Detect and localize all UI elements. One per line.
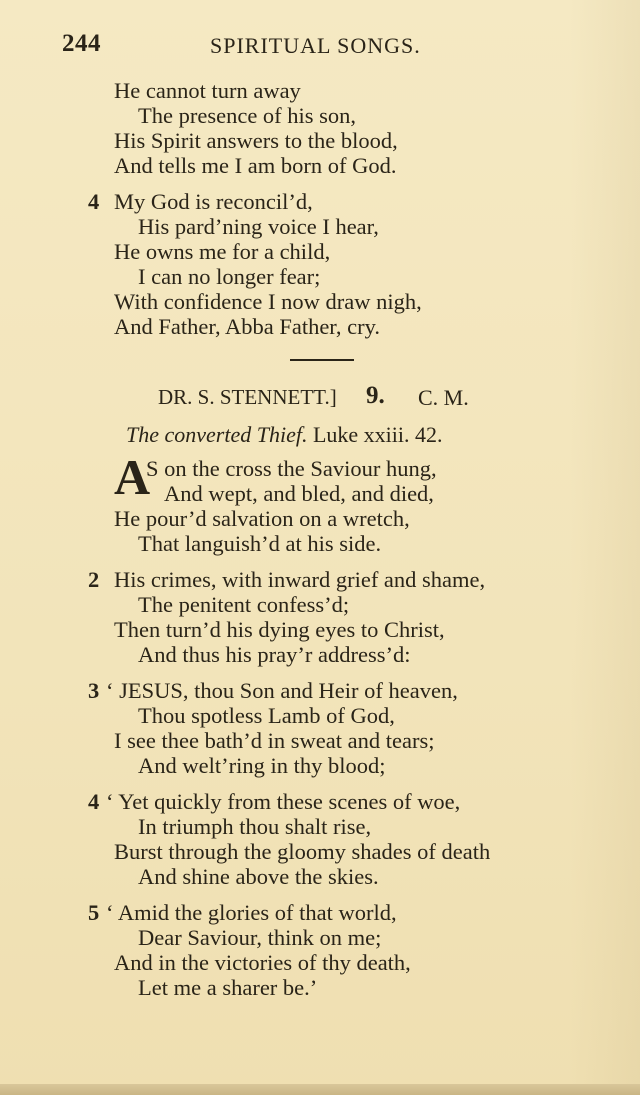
- section-divider: [290, 359, 354, 361]
- verse-line: Burst through the gloomy shades of death: [114, 839, 491, 864]
- verse-line: He pour’d salvation on a wretch,: [114, 506, 410, 531]
- verse-line: The presence of his son,: [138, 103, 357, 128]
- verse-line: With confidence I now draw nigh,: [114, 289, 422, 314]
- stanza-number: 3: [88, 678, 100, 703]
- stanza-number: 4: [88, 189, 100, 214]
- verse-line: And in the victories of thy death,: [114, 950, 411, 975]
- scripture-reference: Luke xxiii. 42.: [312, 422, 443, 447]
- verse-line: S on the cross the Saviour hung,: [146, 456, 437, 481]
- verse-line: And thus his pray’r address’d:: [138, 642, 411, 667]
- verse-line: ‘ Amid the glories of that world,: [106, 900, 397, 925]
- verse-line: And welt’ring in thy blood;: [138, 753, 386, 778]
- verse-line: He cannot turn away: [114, 78, 301, 103]
- verse-line: Let me a sharer be.’: [138, 975, 318, 1000]
- hymn-subtitle: [126, 422, 443, 448]
- stanza-number: 5: [88, 900, 100, 925]
- verse-line: And wept, and bled, and died,: [164, 481, 434, 506]
- stanza-number: 2: [88, 567, 100, 592]
- verse-line: My God is reconcil’d,: [114, 189, 313, 214]
- verse-line: And shine above the skies.: [138, 864, 379, 889]
- hymn-title: The converted Thief.: [126, 422, 308, 447]
- verse-line: And Father, Abba Father, cry.: [114, 314, 381, 339]
- verse-line: His pard’ning voice I hear,: [138, 214, 379, 239]
- verse-line: His Spirit answers to the blood,: [114, 128, 398, 153]
- hymn-meter: C. M.: [418, 385, 469, 410]
- verse-line: And tells me I am born of God.: [114, 153, 397, 178]
- verse-line: His crimes, with inward grief and shame,: [114, 567, 486, 592]
- page-bottom-edge: [0, 1084, 640, 1095]
- verse-line: Thou spotless Lamb of God,: [138, 703, 395, 728]
- verse-line: In triumph thou shalt rise,: [138, 814, 372, 839]
- verse-line: Then turn’d his dying eyes to Christ,: [114, 617, 445, 642]
- page-number: 244: [62, 30, 101, 57]
- page-edge-shadow: [570, 0, 640, 1095]
- hymn-author: DR. S. STENNETT.]: [158, 385, 337, 409]
- page-header: [62, 30, 582, 64]
- drop-cap: A: [114, 449, 151, 505]
- verse-line: The penitent confess’d;: [138, 592, 350, 617]
- verse-line: I see thee bath’d in sweat and tears;: [114, 728, 435, 753]
- verse-line: ‘ Yet quickly from these scenes of woe,: [106, 789, 461, 814]
- stanza-number: 4: [88, 789, 100, 814]
- verse-line: He owns me for a child,: [114, 239, 331, 264]
- hymn-number: 9.: [366, 382, 385, 409]
- verse-line: That languish’d at his side.: [138, 531, 382, 556]
- running-head: SPIRITUAL SONGS.: [210, 33, 421, 58]
- verse-line: ‘ JESUS, thou Son and Heir of heaven,: [106, 678, 458, 703]
- verse-line: Dear Saviour, think on me;: [138, 925, 382, 950]
- verse-line: I can no longer fear;: [138, 264, 321, 289]
